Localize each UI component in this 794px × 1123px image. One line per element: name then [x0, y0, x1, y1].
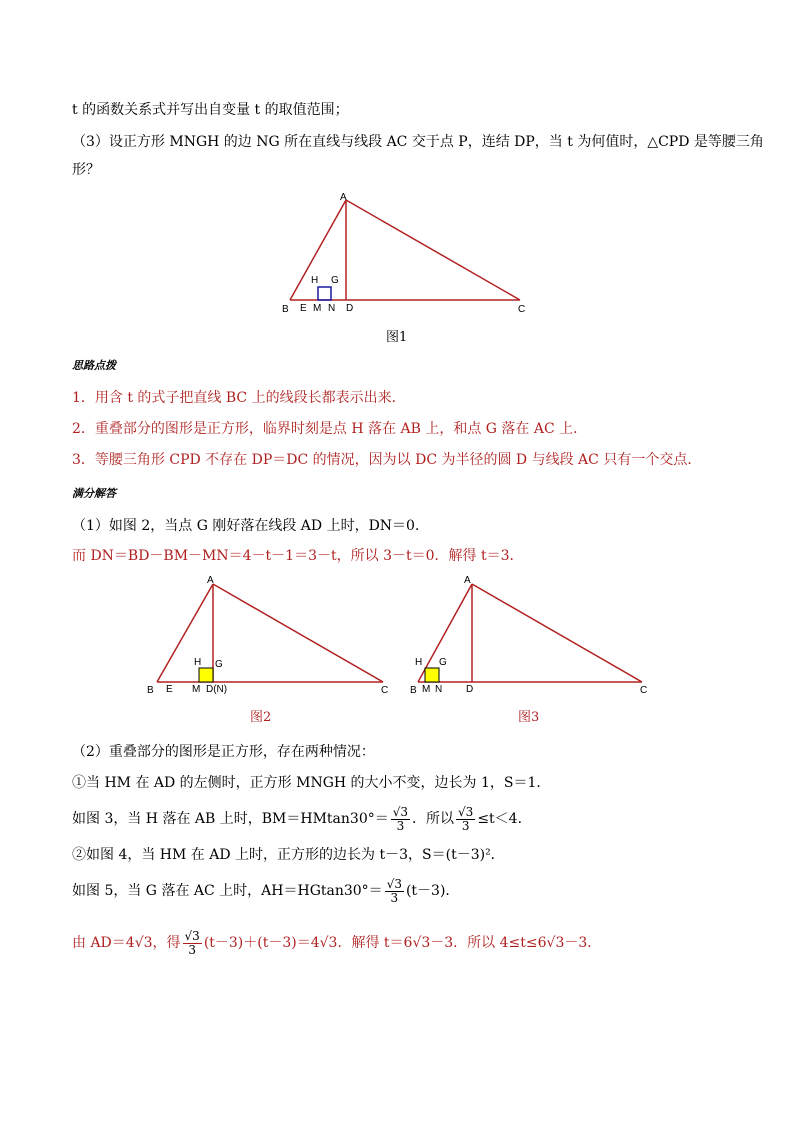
- problem-line-3: 形？: [72, 162, 100, 178]
- fig2-label-m: M: [192, 684, 201, 695]
- case2-text-b: (t－3)．: [405, 883, 460, 899]
- hint-item-2: 2．重叠部分的图形是正方形，临界时刻是点 H 落在 AB 上，和点 G 落在 AC 上．: [72, 421, 588, 437]
- solution-part-2: （2）重叠部分的图形是正方形，存在两种情况：: [72, 744, 375, 760]
- figure-2-diagram: [145, 575, 395, 700]
- solution-final-result: [72, 928, 601, 958]
- fraction-sqrt3-over-3: $\frac{√3}{3}$: [184, 928, 200, 957]
- hint-item-1: 1．用含 t 的式子把直线 BC 上的线段长都表示出来．: [72, 390, 406, 406]
- problem-line-2: （3）设正方形 MNGH 的边 NG 所在直线与线段 AC 交于点 P，连结 DP，当 t 为何值时，△CPD 是等腰三角: [72, 134, 764, 150]
- case1-text-a: 如图 3，当 H 落在 AB 上时，BM＝HMtan30°＝: [72, 811, 389, 827]
- figure-3-caption: 图3: [518, 710, 540, 725]
- fig3-label-n: N: [435, 684, 443, 695]
- fig2-label-dn: D(N): [206, 684, 228, 695]
- fig3-label-g: G: [439, 657, 447, 668]
- fraction-sqrt3-over-3: $\frac{√3}{3}$: [392, 804, 409, 833]
- fig3-label-a: A: [464, 575, 471, 586]
- fig1-label-e: E: [300, 303, 307, 314]
- fig2-label-b: B: [147, 685, 154, 696]
- solution-case-2: ②如图 4，当 HM 在 AD 上时，正方形的边长为 t－3，S＝(t－3)²．: [72, 847, 505, 863]
- fig2-label-e: E: [166, 684, 173, 695]
- fig1-label-d: D: [346, 303, 354, 314]
- solution-part-1-derivation: 而 DN＝BD－BM－MN＝4－t－1＝3－t，所以 3－t＝0．解得 t＝3．: [72, 548, 524, 564]
- fraction-sqrt3-over-3: $\frac{√3}{3}$: [458, 804, 474, 833]
- final-text-b: (t－3)＋(t－3)＝4√3．解得 t＝6√3－3．所以 4≤t≤6√3－3．: [203, 935, 602, 951]
- fig1-side-ac: [346, 200, 520, 300]
- fig3-side-ac: [472, 584, 642, 682]
- fig1-label-b: B: [282, 304, 289, 315]
- solution-heading: 满分解答: [72, 487, 116, 500]
- figure-2-caption: 图2: [250, 710, 272, 725]
- fig1-label-h: H: [311, 275, 319, 286]
- fig1-square-mngh: [318, 287, 331, 300]
- fig2-side-ac: [213, 584, 383, 682]
- final-text-a: 由 AD＝4√3，得: [72, 935, 181, 951]
- solution-part-1: （1）如图 2，当点 G 刚好落在线段 AD 上时，DN＝0．: [72, 518, 429, 534]
- figure-1-caption: 图1: [386, 330, 408, 345]
- problem-line-1: t 的函数关系式并写出自变量 t 的取值范围；: [72, 102, 349, 118]
- fig2-square-mngh: [199, 668, 213, 682]
- fig2-side-ab: [157, 584, 213, 682]
- fig1-label-c: C: [518, 304, 526, 315]
- solution-case-1: ①当 HM 在 AD 的左侧时，正方形 MNGH 的大小不变，边长为 1，S＝1．: [72, 775, 551, 791]
- fig3-label-h: H: [415, 657, 423, 668]
- hints-heading: 思路点拨: [72, 359, 116, 372]
- fig3-label-c: C: [640, 685, 648, 696]
- case1-text-b: ．所以: [412, 811, 455, 827]
- case1-text-c: ≤t＜4．: [477, 811, 532, 827]
- fig1-label-m: M: [313, 303, 322, 314]
- fig2-label-c: C: [381, 685, 389, 696]
- figure-1-diagram: [280, 190, 540, 320]
- solution-case-2-figure5: [72, 876, 459, 906]
- figure-3-diagram: [408, 575, 658, 700]
- fig2-label-g: G: [215, 659, 223, 670]
- fig3-label-d: D: [466, 684, 474, 695]
- fig1-label-a: A: [340, 192, 347, 203]
- fig2-label-a: A: [207, 575, 214, 586]
- solution-case-1-figure3: [72, 804, 532, 834]
- fig1-label-g: G: [331, 275, 339, 286]
- fig2-label-h: H: [194, 657, 202, 668]
- fig1-label-n: N: [328, 303, 336, 314]
- fraction-sqrt3-over-3: $\frac{√3}{3}$: [386, 876, 402, 905]
- hint-item-3: 3．等腰三角形 CPD 不存在 DP＝DC 的情况，因为以 DC 为半径的圆 D 与线段 AC 只有一个交点．: [72, 452, 702, 468]
- case2-text-a: 如图 5，当 G 落在 AC 上时，AH＝HGtan30°＝: [72, 883, 383, 899]
- fig3-square-mngh: [425, 668, 439, 682]
- fig3-label-m: M: [422, 684, 431, 695]
- fig3-label-b: B: [410, 685, 417, 696]
